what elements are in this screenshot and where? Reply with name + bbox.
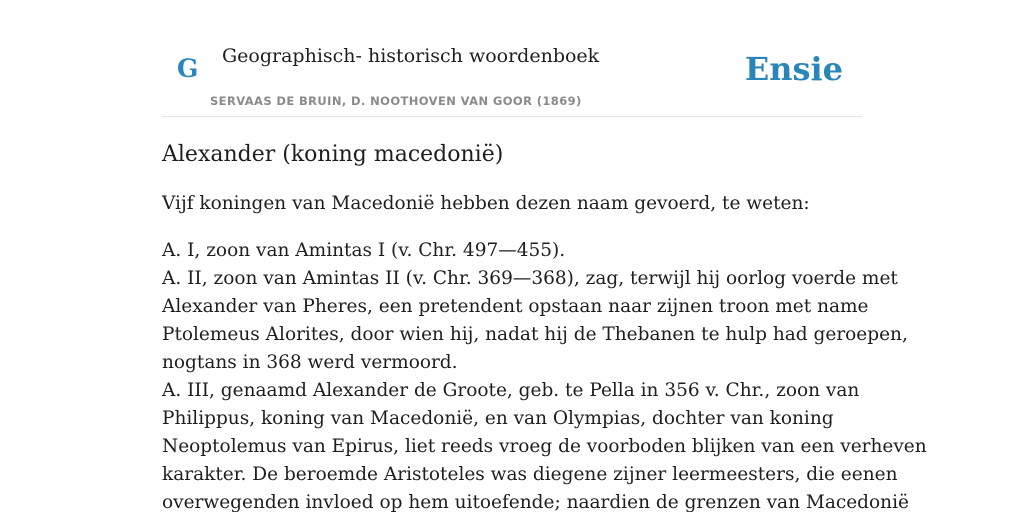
header [162, 0, 862, 117]
body-line: nogtans in 368 werd vermoord. [162, 352, 458, 373]
body-line: A. III, genaamd Alexander de Groote, geb. te Pella in 356 v. Chr., zoon van [162, 380, 860, 401]
body-line: A. I, zoon van Amintas I (v. Chr. 497—455). [162, 240, 566, 261]
book-logo-link[interactable]: G [177, 54, 199, 83]
article-intro: Vijf koningen van Macedonië hebben dezen naam gevoerd, te weten: [162, 193, 810, 214]
article-title: Alexander (koning macedonië) [162, 142, 504, 167]
article-body [162, 237, 927, 512]
body-line: Philippus, koning van Macedonië, en van Olympias, dochter van koning [162, 408, 834, 429]
body-line: karakter. De beroemde Aristoteles was diegene zijner leermeesters, die eenen [162, 464, 898, 485]
body-line: Alexander van Pheres, een pretendent opstaan naar zijnen troon met name [162, 296, 869, 317]
ensie-brand-link[interactable]: Ensie [744, 50, 843, 88]
article [162, 138, 927, 512]
body-line: A. II, zoon van Amintas II (v. Chr. 369—368), zag, terwijl hij oorlog voerde met [162, 268, 898, 289]
body-line: Neoptolemus van Epirus, liet reeds vroeg de voorboden blijken van een verheven [162, 436, 927, 457]
book-title-link[interactable]: Geographisch- historisch woordenboek [222, 45, 600, 67]
body-line: Ptolemeus Alorites, door wien hij, nadat hij de Thebanen te hulp had geroepen, [162, 324, 908, 345]
book-authors: SERVAAS DE BRUIN, D. NOOTHOVEN VAN GOOR (1869) [210, 94, 582, 108]
body-line: overwegenden invloed op hem uitoefende; naardien de grenzen van Macedonië [162, 492, 909, 512]
